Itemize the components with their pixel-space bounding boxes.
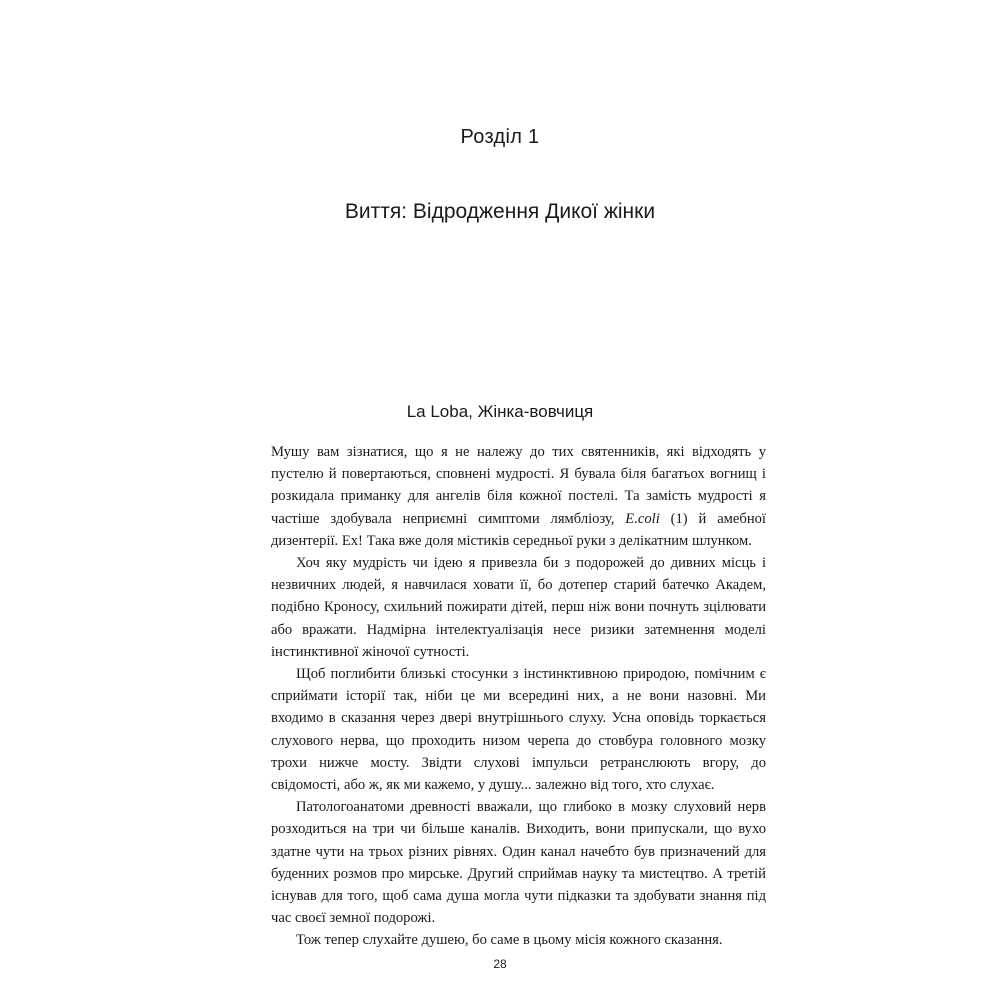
paragraph: Патологоанатоми древності вважали, що глибоко в мозку слуховий нерв розходиться на три чи більше каналів. Виходить, вони припускали, що вухо здатне чути на трьох різних рівнях. Один канал начебто був призначений для буденних розмов про мирське. Другий сприймав науку та мистецтво. А третій існував для того, щоб сама душа могла чути підказки та здобувати знання під час своєї земної подорожі. bbox=[271, 799, 766, 927]
chapter-title: Виття: Відродження Дикої жінки bbox=[344, 200, 656, 223]
section-title: La Loba, Жінка-вовчиця bbox=[406, 402, 594, 421]
paragraph: Тож тепер слухайте душею, бо саме в цьому місія кожного сказання. bbox=[296, 932, 723, 949]
page-number: 28 bbox=[493, 957, 507, 971]
paragraph-text: Мушу вам зізнатися, що я не належу до тих святенників, які відходять у пустелю й повертаються, сповнені мудрості. Я бувала біля багатьох вогнищ і розкидала приманку для ангелів біля кожної постелі. Та замість мудрості я частіше здобувала неприємні симптоми лямбліозу, bbox=[271, 444, 766, 527]
body-text bbox=[271, 441, 766, 952]
paragraph: Хоч яку мудрість чи ідею я привезла би з подорожей до дивних місць і незвичних людей, я навчилася ховати її, бо дотепер старий батечко Академ, подібно Кроносу, схильний пожирати дітей, перш ніж вони почнуть зцілювати або вражати. Надмірна інтелектуалізація несе ризики затемнення моделі інстинктивної жіночої сутності. bbox=[271, 555, 766, 660]
chapter-label: Розділ 1 bbox=[460, 126, 540, 148]
paragraph bbox=[271, 441, 766, 552]
paragraph: Щоб поглибити близькі стосунки з інстинктивною природою, помічним є сприймати історії так, ніби це ми всередині них, а не вони назовні. Ми входимо в сказання через двері внутрішнього слуху. Усна оповідь торкається слухового нерва, що проходить низом черепа до стовбура головного мозку трохи нижче мосту. Звідти слухові імпульси ретранслюють вгору, до свідомості, або ж, як ми кажемо, у душу... залежно від того, хто слухає. bbox=[271, 666, 766, 794]
italic-term: E.coli bbox=[625, 510, 660, 527]
paragraph-tail: (1) й амебної дизентерії. Ех! Така вже доля містиків середньої руки з делікатним шлунком. bbox=[271, 510, 766, 549]
